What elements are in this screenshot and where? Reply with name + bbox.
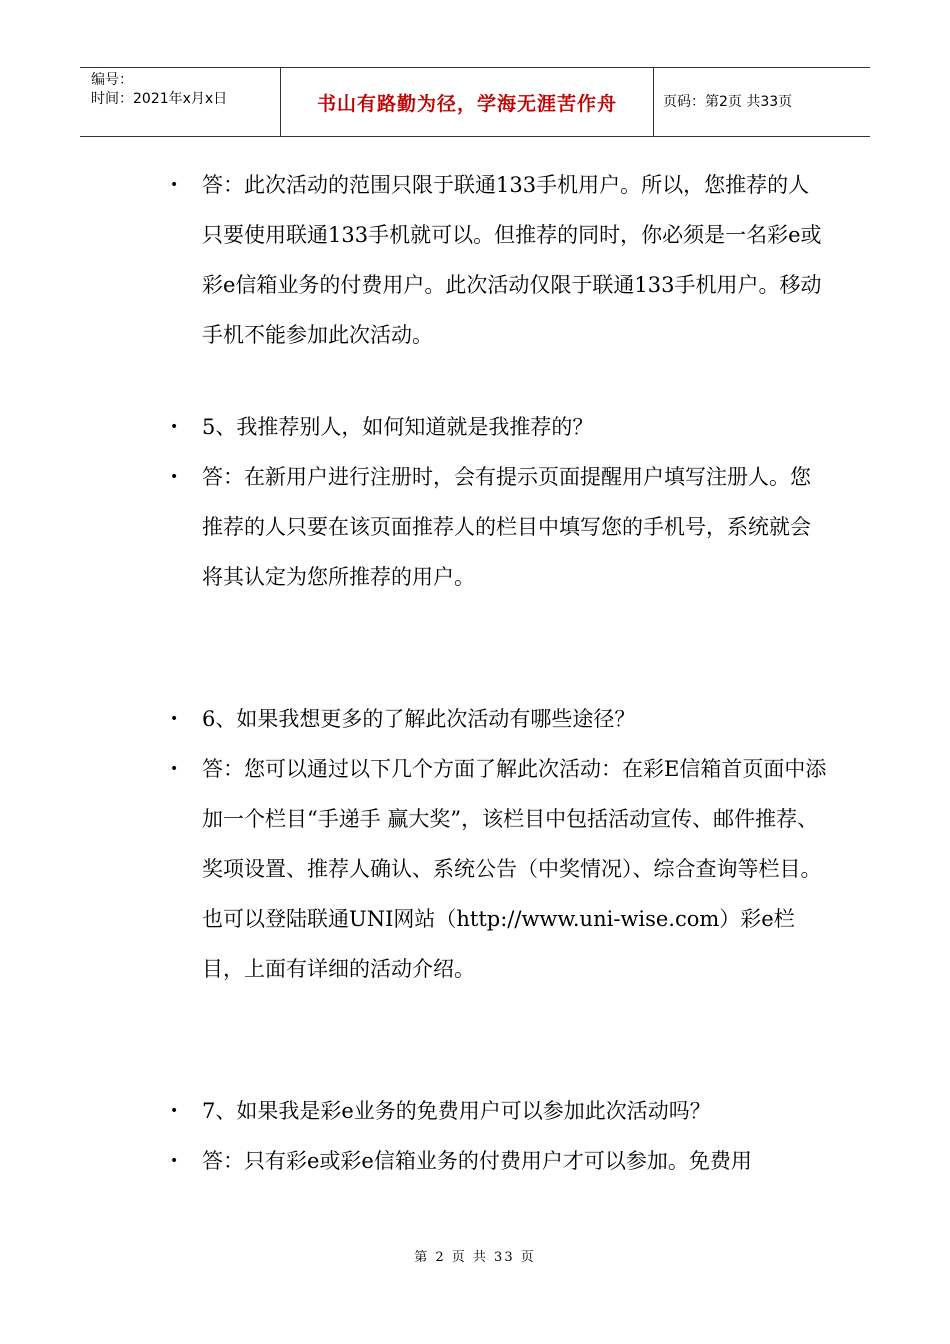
item-text: 答：此次活动的范围只限于联通133手机用户。所以，您推荐的人只要使用联通133手机就可以。但推荐的同时，你必须是一名彩e或彩e信箱业务的付费用户。此次活动仅限于联通133手机用户。移动手机不能参加此次活动。: [202, 173, 822, 347]
header-center-cell: [280, 68, 654, 136]
list-item: [168, 1136, 828, 1186]
bullet-icon: •: [170, 469, 179, 485]
header-right-cell: [653, 68, 870, 136]
header-left-cell: [80, 68, 280, 136]
page-footer: 第 2 页 共 33 页: [414, 1250, 536, 1265]
list-item: [168, 160, 828, 360]
number-label: 编号：: [91, 72, 133, 88]
list-item: [168, 452, 828, 602]
header-table: [80, 67, 870, 137]
motto: 书山有路勤为径，学海无涯苦作舟: [316, 92, 617, 115]
bullet-icon: •: [170, 711, 179, 727]
list-item: [168, 1086, 828, 1136]
item-text: 答：您可以通过以下几个方面了解此次活动：在彩E信箱首页面中添加一个栏目“手递手 赢大奖”，该栏目中包括活动宣传、邮件推荐、奖项设置、推荐人确认、系统公告（中奖情况）、综合查询等栏目。也可以登陆联通UNI网站（http://www.uni-wise.com）彩e栏目，上面有详细的活动介绍。: [202, 757, 827, 981]
list-item: [168, 694, 828, 744]
page-info: 页码：第2页 共33页: [663, 93, 793, 110]
list-item: [168, 402, 828, 452]
item-text: 答：只有彩e或彩e信箱业务的付费用户才可以参加。免费用: [202, 1149, 752, 1173]
list-item: [168, 744, 828, 994]
bullet-icon: •: [170, 177, 179, 193]
bullet-icon: •: [170, 419, 179, 435]
date-label: 时间：2021年x月x日: [91, 91, 228, 107]
bullet-icon: •: [170, 761, 179, 777]
item-text: 答：在新用户进行注册时，会有提示页面提醒用户填写注册人。您推荐的人只要在该页面推荐人的栏目中填写您的手机号，系统就会将其认定为您所推荐的用户。: [202, 465, 811, 589]
bullet-icon: •: [170, 1153, 179, 1169]
question-text: 6、如果我想更多的了解此次活动有哪些途径？: [202, 707, 636, 731]
bullet-icon: •: [170, 1103, 179, 1119]
question-text: 5、我推荐别人，如何知道就是我推荐的？: [202, 415, 594, 439]
document-body: [168, 160, 828, 1186]
question-text: 7、如果我是彩e业务的免费用户可以参加此次活动吗？: [202, 1099, 711, 1123]
